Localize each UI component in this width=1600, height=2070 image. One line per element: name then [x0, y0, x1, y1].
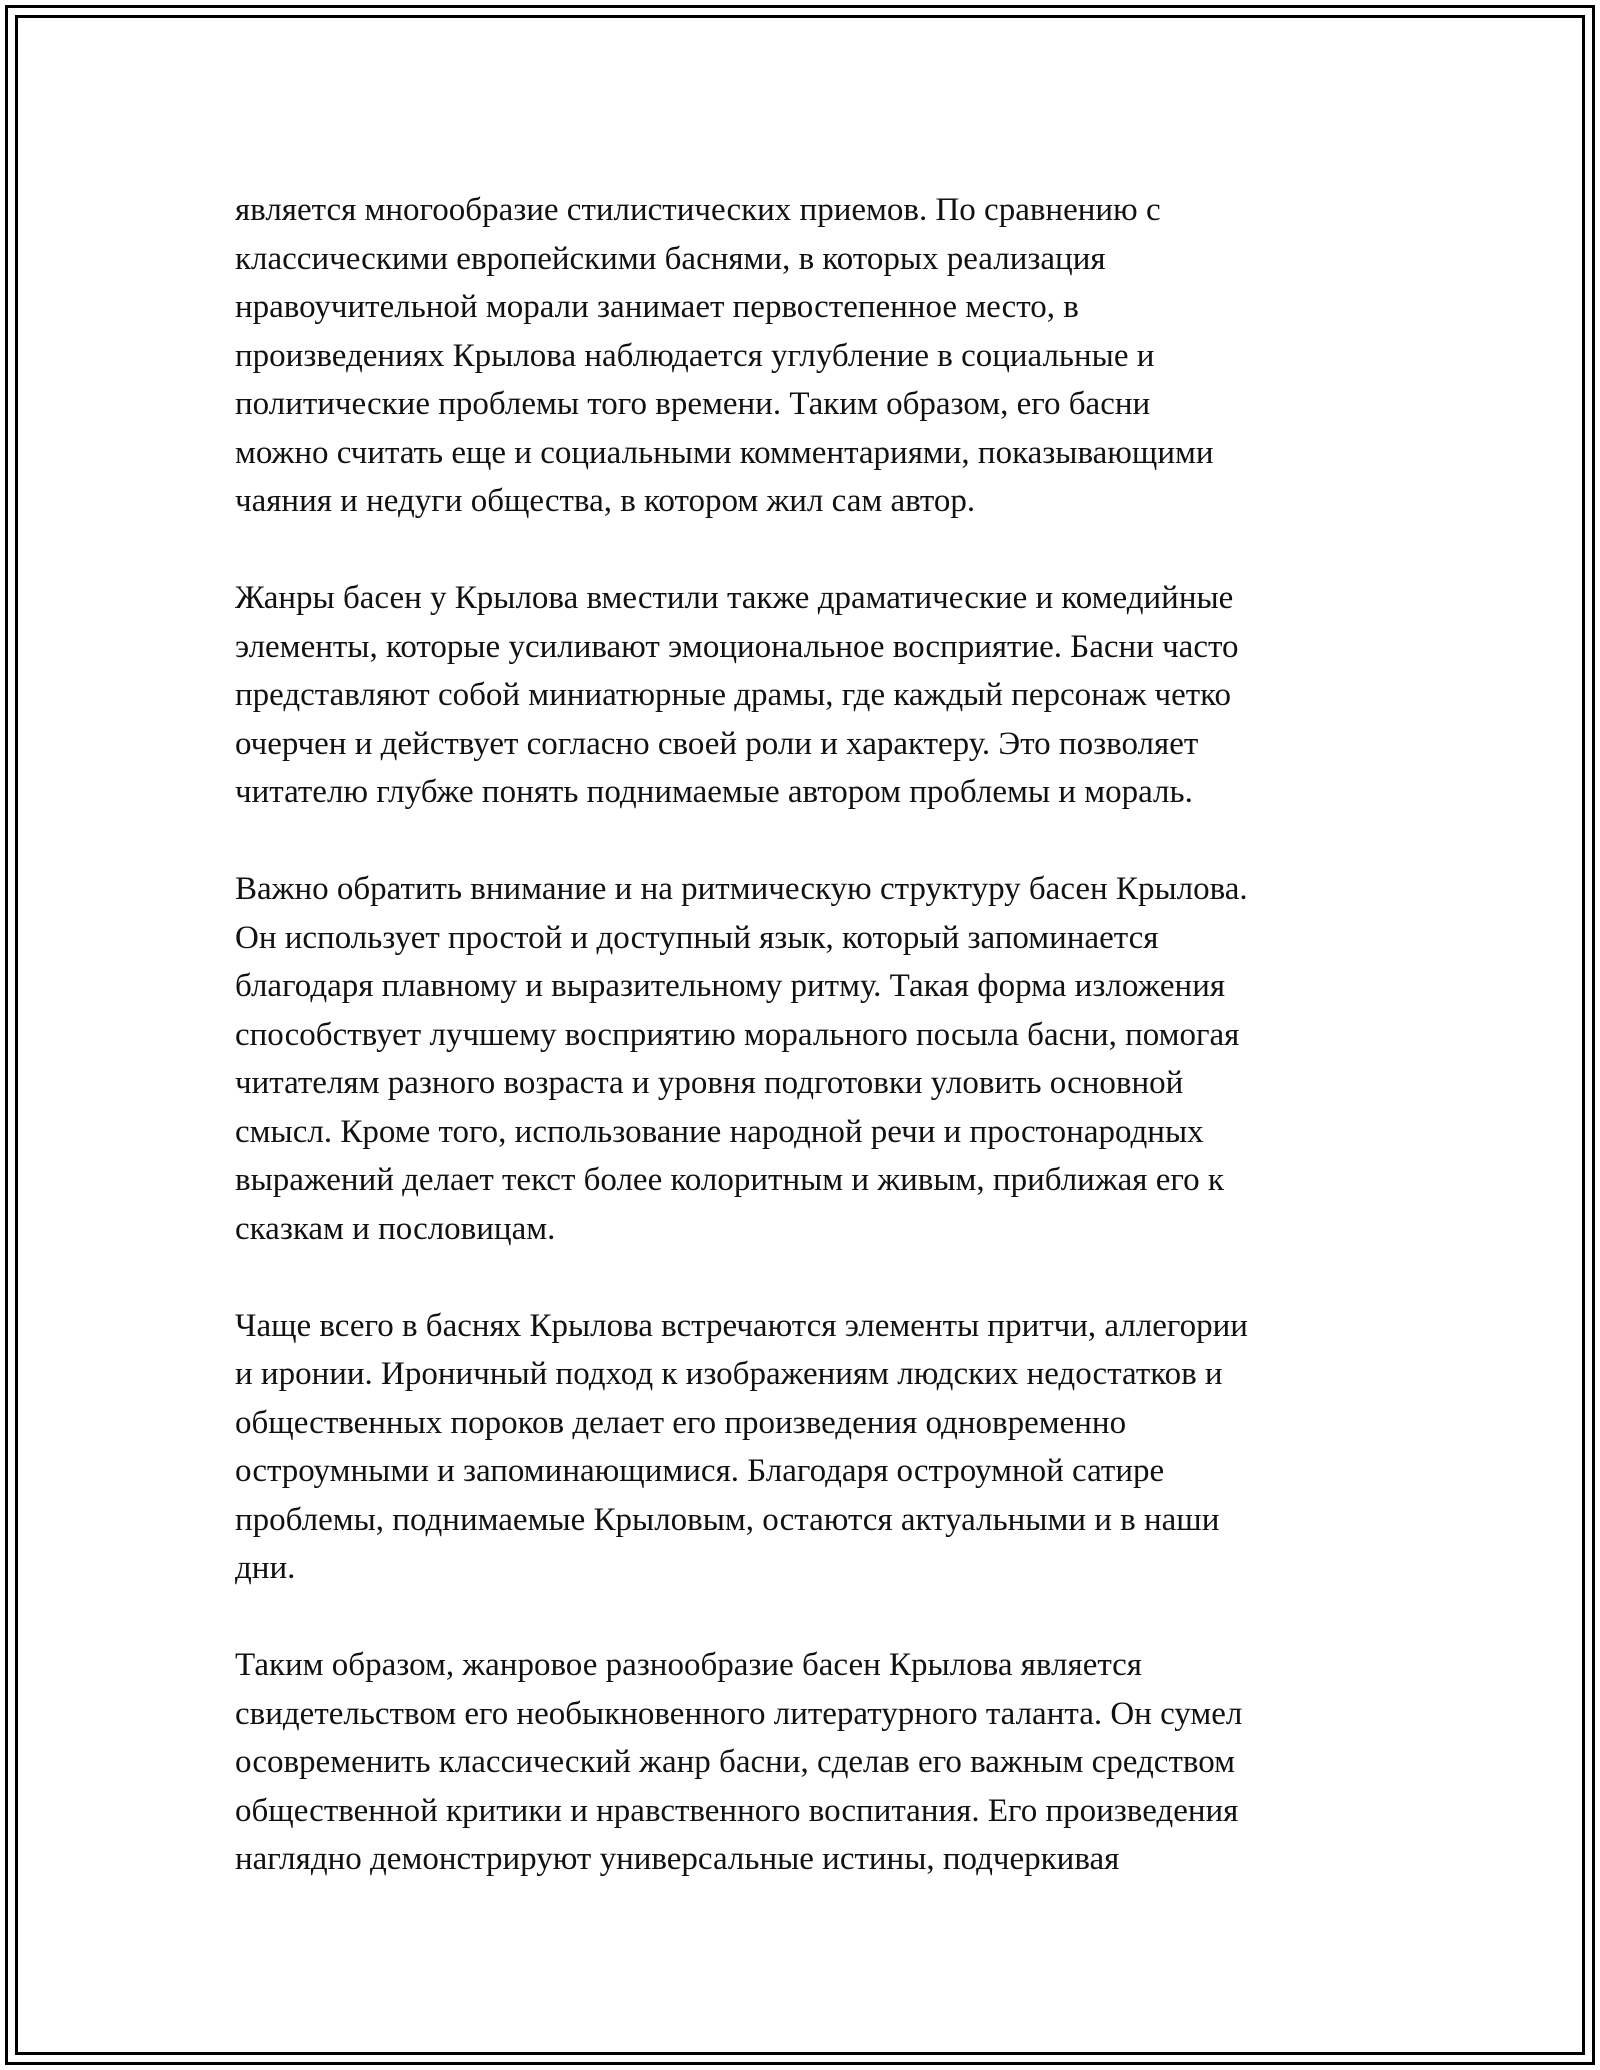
text-line: и иронии. Ироничный подход к изображениям людских недостатков и [235, 1356, 1223, 1392]
text-line: осовременить классический жанр басни, сделав его важным средством [235, 1744, 1235, 1780]
text-line: можно считать еще и социальными комментариями, показывающими [235, 434, 1214, 471]
text-line: произведениях Крылова наблюдается углубление в социальные и [235, 337, 1155, 374]
text-line: Чаще всего в баснях Крылова встречаются элементы притчи, аллегории [235, 1307, 1248, 1344]
text-line: благодаря плавному и выразительному ритму. Такая форма изложения [235, 968, 1226, 1004]
text-line: свидетельством его необыкновенного литературного таланта. Он сумел [235, 1695, 1243, 1732]
text-line: смысл. Кроме того, использование народной речи и простонародных [235, 1113, 1204, 1150]
text-line: Таким образом, жанровое разнообразие басен Крылова является [235, 1647, 1142, 1683]
text-line: наглядно демонстрируют универсальные истины, подчеркивая [235, 1841, 1120, 1877]
text-line: читателю глубже понять поднимаемые автором проблемы и мораль. [235, 774, 1193, 810]
text-line: классическими европейскими баснями, в которых реализация [235, 240, 1106, 277]
text-line: дни. [235, 1550, 296, 1586]
text-line: чаяния и недуги общества, в котором жил сам автор. [235, 483, 976, 519]
text-line: политические проблемы того времени. Таким образом, его басни [235, 386, 1151, 422]
text-line: проблемы, поднимаемые Крыловым, остаются актуальными и в наши [235, 1501, 1220, 1538]
text-line: очерчен и действует согласно своей роли и характеру. Это позволяет [235, 725, 1199, 762]
text-line: Жанры басен у Крылова вместили также драматические и комедийные [235, 580, 1234, 616]
paragraph-3 [235, 865, 1395, 1253]
paragraph-4 [235, 1302, 1395, 1593]
text-line: представляют собой миниатюрные драмы, где каждый персонаж четко [235, 677, 1232, 713]
paragraph-2 [235, 574, 1395, 817]
text-line: Он использует простой и доступный язык, который запоминается [235, 919, 1159, 956]
text-line: Важно обратить внимание и на ритмическую структуру басен Крылова. [235, 871, 1248, 907]
text-line: общественной критики и нравственного воспитания. Его произведения [235, 1792, 1239, 1829]
text-line: сказкам и пословицам. [235, 1210, 556, 1247]
text-line: выражений делает текст более колоритным и живым, приближая его к [235, 1162, 1224, 1198]
paragraph-1 [235, 186, 1395, 526]
text-line: является многообразие стилистических приемов. По сравнению с [235, 192, 1161, 228]
document-body [235, 186, 1395, 1884]
text-line: общественных пороков делает его произведения одновременно [235, 1404, 1127, 1441]
text-line: нравоучительной морали занимает первостепенное место, в [235, 289, 1079, 325]
text-line: остроумными и запоминающимися. Благодаря остроумной сатире [235, 1453, 1165, 1489]
text-line: читателям разного возраста и уровня подготовки уловить основной [235, 1065, 1184, 1101]
text-line: способствует лучшему восприятию морального посыла басни, помогая [235, 1016, 1240, 1053]
paragraph-5 [235, 1641, 1395, 1884]
text-line: элементы, которые усиливают эмоциональное восприятие. Басни часто [235, 628, 1239, 665]
